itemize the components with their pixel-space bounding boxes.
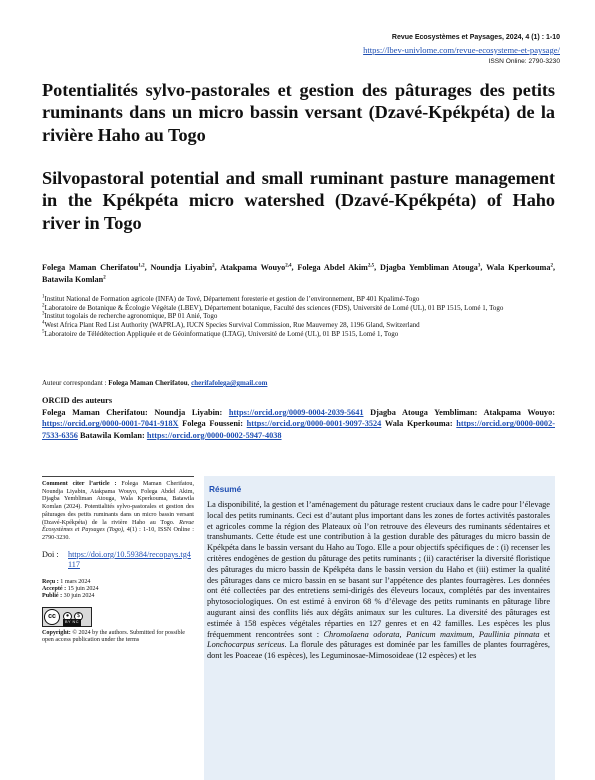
- article-dates: [42, 579, 194, 601]
- orcid-list: [42, 407, 555, 441]
- received-date: Reçu : 1 mars 2024: [42, 578, 91, 585]
- orcid-author-name: Wala Kperkouma:: [381, 419, 457, 429]
- author-name: Djagba Yembliman Atouga: [379, 263, 478, 272]
- author-name: Folega Abdel Akim: [297, 263, 368, 272]
- affiliation-item: $^2$Laboratoire de Botanique & Écologie Végétale (LBEV), Département botanique, Faculté des sciences (FDS), Université de Lomé (UL), 01 BP 1515, Lomé 1, Togo: [42, 303, 504, 312]
- orcid-heading: ORCID des auteurs: [42, 396, 113, 405]
- abstract-heading: Résumé: [209, 484, 242, 494]
- journal-url: [363, 45, 560, 55]
- creative-commons-badge[interactable]: [42, 607, 92, 627]
- affiliation-item: $^1$Institut National de Formation agricole (INFA) de Tové, Département foresterie et gestion de l’environnement, BP 401 Kpalimé-Togo: [42, 294, 420, 303]
- cc-license-labels: BY NC: [63, 619, 81, 627]
- author-name: Atakpama Wouyo: [220, 263, 286, 272]
- orcid-link[interactable]: https://orcid.org/0000-0001-9097-3524: [246, 419, 382, 429]
- orcid-author-name: Djagba Atouga Yembliman:: [363, 408, 484, 417]
- orcid-link[interactable]: https://orcid.org/0000-0002-7533-6356: [42, 419, 555, 440]
- corresponding-author-name: Folega Maman Cherifatou: [108, 379, 188, 387]
- orcid-link[interactable]: https://orcid.org/0000-0002-5947-4038: [146, 430, 282, 440]
- orcid-link[interactable]: https://orcid.org/0000-0001-7041-918X: [42, 419, 179, 429]
- affiliation-item: $^3$Institut togolais de recherche agronomique, BP 01 Anié, Togo: [42, 312, 218, 321]
- doi-row: [42, 550, 194, 571]
- orcid-author-name: Noundja Liyabin:: [154, 408, 229, 417]
- author-name: Noundja Liyabin: [150, 263, 213, 272]
- author-affiliation-mark: 3: [477, 263, 481, 269]
- published-date: Publié : 30 juin 2024: [42, 593, 95, 600]
- author-name: Folega Maman Cherifatou: [42, 263, 139, 272]
- author-affiliation-mark: 2,4: [285, 263, 292, 269]
- author-name: Wala Kperkouma: [486, 263, 551, 272]
- author-affiliation-mark: 2: [550, 263, 553, 269]
- orcid-link[interactable]: https://orcid.org/0009-0004-2039-5641: [228, 408, 364, 417]
- accepted-date: Accepté : 15 juin 2024: [42, 585, 99, 592]
- author-list: Folega Maman Cherifatou$^{1,2}$, Noundja Liyabin$^2$, Atakpama Wouyo$^{2,4}$, Folega Abdel Akim$^{2,5}$, Djagba Yembliman Atouga$^3$, Wala Kperkouma$^2$, Batawila Komlan$^2$: [42, 263, 555, 285]
- journal-url-link[interactable]: https://lbev-univlome.com/revue-ecosysteme-et-paysage/: [363, 45, 560, 55]
- title-english: Silvopastoral potential and small ruminant pasture management in the Kpékpéta micro watershed (Dzavé-Kpékpéta) of Haho river in Togo: [42, 168, 555, 233]
- author-affiliation-mark: 1,2: [138, 263, 145, 269]
- author-name: Batawila Komlan: [42, 275, 104, 285]
- abstract-body: La disponibilité, la gestion et l’aménagement du pâturage restent cruciaux dans le cadre pour l’élevage local des petits ruminants. Ceci est d’autant plus important dans les zones de fortes activités pastorales et agricoles comme la région des Plateaux où l’on retrouve des éleveurs des ruminants sédentaires et transhumants. Cette étude est une contribution à la gestion durable des pâturages du micro bassin de Kpékpéta dans le bassin versant du Haho au Togo. Elle a pour objectifs spécifiques de : (i) recenser les critères endogènes de gestion du pâturage des petits ruminants ; (ii) caractériser la diversité floristique des pâturages du micro bassin de Kpékpéta dans le bassin version du Haho et (iii) estimer la qualité des pâturages dans ce micro bassin en se basant sur l’appétence des plantes fourragères. Les données ont été collectées par des entretiens semi-dirigés des éleveurs locaux, complétés par des inventaires phytosociologiques. On est estimé à environ 68 % d’élevage des petits ruminants en pâturage libre augurant ainsi des conflits liés aux dégâts animaux sur les cultures. La diversité des pâturages est estimée à 158 espèces végétales réparties en 127 genres et en 42 familles. Les espèces les plus fréquemment rencontrées sont : Chromolaena odorata, Panicum maximum, Paullinia pinnata et Lonchocarpus sericeus. La florule des pâturages est dominée par les familles de plantes fourragères, dont les Poaceae (16 espèces), les Leguminosae-Mimosoideae (12 espèces) et les: [207, 500, 551, 661]
- cc-by-icon: ●: [63, 612, 72, 621]
- journal-header: Revue Ecosystèmes et Paysages, 2024, 4 (1) : 1-10: [391, 34, 560, 41]
- orcid-author-name: Folega Maman Cherifatou:: [42, 408, 155, 417]
- article-info-sidebar: [42, 476, 194, 645]
- doi-label: Doi :: [42, 549, 59, 559]
- author-affiliation-mark: 2: [212, 263, 215, 269]
- journal-issn: ISSN Online: 2790-3230: [488, 58, 560, 65]
- orcid-author-name: Atakpama Wouyo:: [483, 408, 555, 417]
- copyright-notice: Copyright: © 2024 by the authors. Submitted for possible open access publication under the terms: [42, 629, 185, 644]
- cc-nc-icon: $: [74, 612, 83, 621]
- affiliation-item: $^5$Laboratoire de Télédétection Appliquée et de Géoinformatique (LTAG), Université de Lomé (UL), 01 BP 1515, Lomé 1, Togo: [42, 329, 399, 338]
- affiliation-item: $^4$West Africa Plant Red List Authority (WAPRLA), IUCN Species Survival Commission, Rue Mauverney 28, 1196 Gland, Switzerland: [42, 320, 420, 330]
- corresponding-email-link[interactable]: cherifafolega@gmail.com: [191, 379, 268, 387]
- affiliation-list: [42, 295, 555, 339]
- orcid-author-name: Batawila Komlan:: [77, 430, 147, 440]
- cc-logo-icon: cc: [44, 609, 60, 625]
- author-affiliation-mark: 2,5: [367, 263, 375, 269]
- corresponding-author: Auteur correspondant : Folega Maman Cherifatou, cherifafolega@gmail.com: [42, 379, 268, 387]
- orcid-author-name: Folega Fousseni:: [178, 419, 247, 429]
- author-affiliation-mark: 2: [103, 275, 106, 281]
- citation-block: Comment citer l’article : Folega Maman Cherifatou, Noundja Liyabin, Atakpama Wouyo, Folega Abdel Akim, Djagba Yembliman Atouga, Wala Kperkouma, Batawila Komlan (2024). Potentialités sylvo-pastorales et gestion des pâturages des petits ruminants dans un micro bassin versant (Dzavé-Kpékpéta) de la rivière Haho au Togo. Revue Écosystèmes et Paysages (Togo), 4(1) : 1-10, ISSN Online : 2790-3230.: [42, 481, 194, 541]
- doi-link[interactable]: https://doi.org/10.59384/recopays.tg4117: [68, 549, 191, 570]
- title-french: Potentialités sylvo-pastorales et gestion des pâturages des petits ruminants dans un micro bassin versant (Dzavé-Kpékpéta) de la rivière Haho au Togo: [42, 80, 555, 145]
